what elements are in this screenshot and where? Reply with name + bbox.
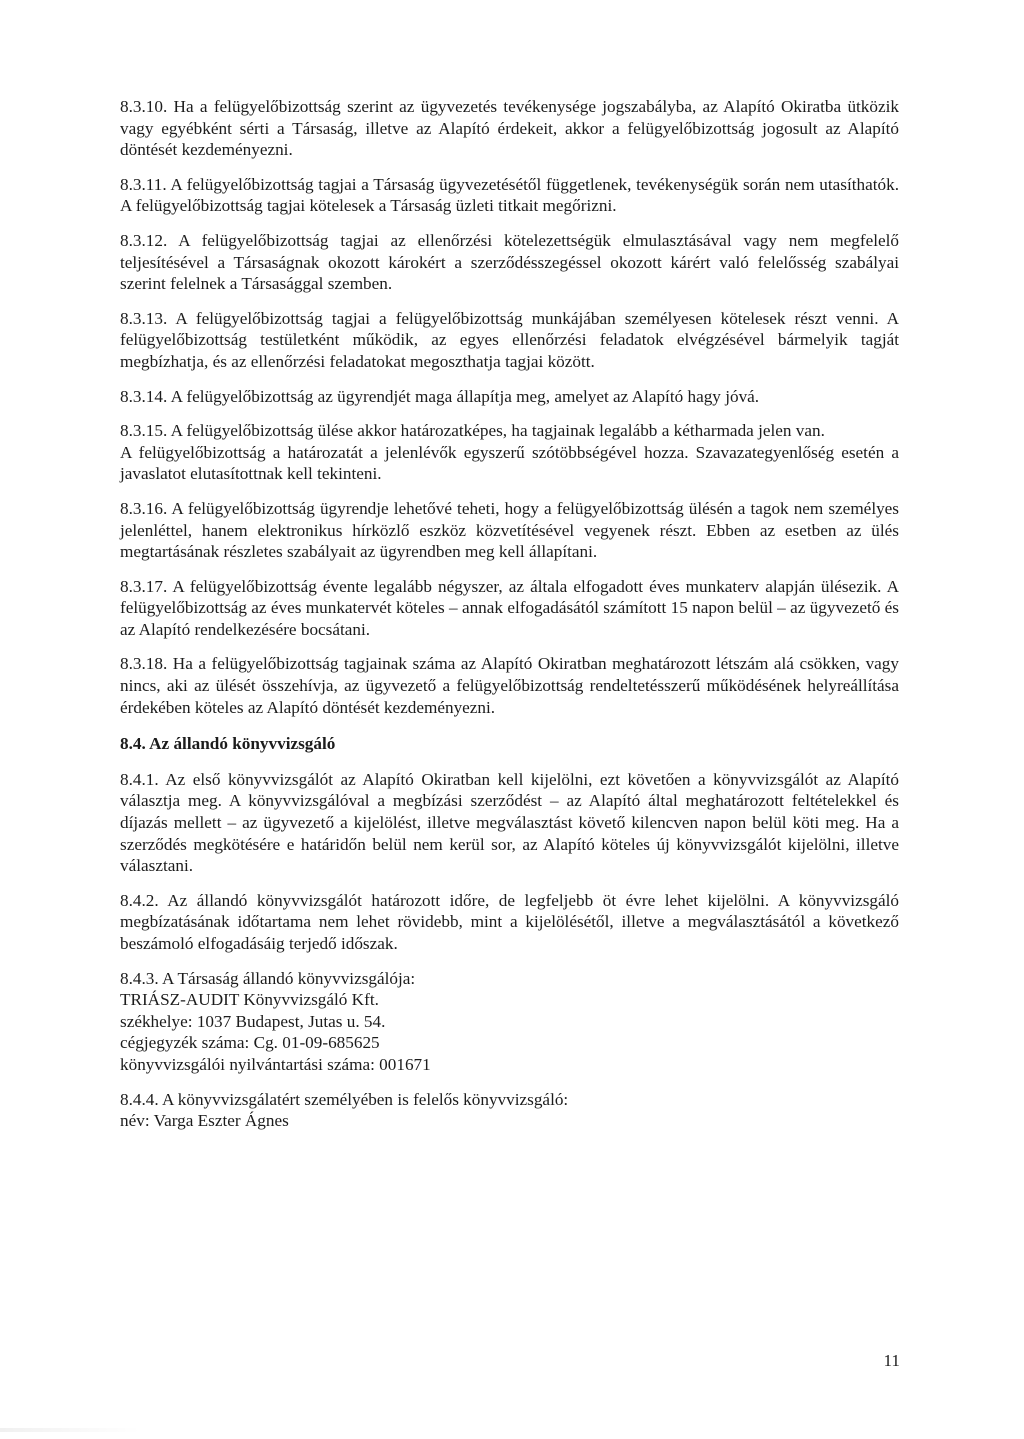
scan-edge-mark bbox=[0, 1428, 140, 1432]
paragraph-8-3-13: 8.3.13. A felügyelőbizottság tagjai a felügyelőbizottság munkájában személyesen kötelesek részt venni. A felügyelőbizottság testületként működik, az egyes ellenőrzési feladatok elvégzésével bármelyik tagját megbízhatja, és az ellenőrzési feladatokat megoszthatja tagjai között. bbox=[120, 308, 899, 371]
paragraph-8-3-14: 8.3.14. A felügyelőbizottság az ügyrendjét maga állapítja meg, amelyet az Alapító hagy jóvá. bbox=[120, 386, 760, 406]
paragraph-8-3-11: 8.3.11. A felügyelőbizottság tagjai a Társaság ügyvezetésétől függetlenek, tevékenységük során nem utasíthatók. A felügyelőbizottság tagjai kötelesek a Társaság üzleti titkait megőrizni. bbox=[120, 174, 899, 216]
paragraph-8-3-12: 8.3.12. A felügyelőbizottság tagjai az ellenőrzési kötelezettségük elmulasztásával vagy nem megfelelő teljesítésével a Társaságnak okozott károkért a szerződésszegéssel okozott kárért való felelősség szabályai szerint felelnek a Társasággal szemben. bbox=[120, 230, 899, 294]
paragraph-8-3-15-line: A felügyelőbizottság a határozatát a jelenlévők egyszerű szótöbbségével hozza. Szavazategyenlőség esetén a javaslatot elutasítottnak kell tekinteni. bbox=[120, 442, 899, 484]
paragraph-8-3-15-line: 8.3.15. A felügyelőbizottság ülése akkor határozatképes, ha tagjainak legalább a kétharmada jelen van. bbox=[120, 421, 825, 441]
page-number: 11 bbox=[883, 1351, 900, 1370]
paragraph-8-3-15 bbox=[120, 420, 899, 485]
auditor-license-number: könyvvizsgálói nyilvántartási száma: 001671 bbox=[120, 1054, 431, 1074]
paragraph-8-4-2: 8.4.2. Az állandó könyvvizsgálót határozott időre, de legfeljebb öt évre lehet kijelölni. A könyvvizsgáló megbízatásának időtartama nem lehet rövidebb, mint a kijelölésétől, illetve a megválasztásától a következő beszámoló elfogadásáig terjedő időszak. bbox=[120, 890, 899, 953]
paragraph-8-3-18: 8.3.18. Ha a felügyelőbizottság tagjainak száma az Alapító Okiratban meghatározott létszám alá csökken, vagy nincs, aki az ülését összehívja, az ügyvezető a felügyelőbizottság rendeltetésszerű működésének helyreállítása érdekében köteles az Alapító döntését kezdeményezni. bbox=[120, 654, 899, 717]
paragraph-8-3-10: 8.3.10. Ha a felügyelőbizottság szerint az ügyvezetés tevékenysége jogszabályba, az Alapító Okiratba ütközik vagy egyébként sérti a Társaság, illetve az Alapító érdekeit, akkor a felügyelőbizottság jogosult az Alapító döntését kezdeményezni. bbox=[120, 97, 899, 160]
section-heading: 8.4. Az állandó könyvvizsgáló bbox=[120, 734, 336, 754]
paragraph-8-4-4 bbox=[120, 1089, 899, 1132]
paragraph-8-4-1: 8.4.1. Az első könyvvizsgálót az Alapító Okiratban kell kijelölni, ezt követően a könyvvizsgálót az Alapító választja meg. A könyvvizsgálóval a megbízási szerződést – az Alapító által meghatározott feltételekkel és díjazás mellett – az ügyvezető a kijelölést, illetve megválasztást követő kilencven napon belül köti meg. Ha a szerződés megkötésére e határidőn belül nem kerül sor, az Alapító köteles új könyvvizsgálót kijelölni, illetve választani. bbox=[120, 769, 899, 876]
responsible-auditor-name: név: Varga Eszter Ágnes bbox=[120, 1111, 289, 1131]
auditor-address: székhelye: 1037 Budapest, Jutas u. 54. bbox=[120, 1011, 386, 1031]
auditor-registration-number: cégjegyzék száma: Cg. 01-09-685625 bbox=[120, 1033, 380, 1053]
responsible-auditor-intro: 8.4.4. A könyvvizsgálatért személyében is felelős könyvvizsgáló: bbox=[120, 1089, 569, 1109]
paragraph-8-3-16: 8.3.16. A felügyelőbizottság ügyrendje lehetővé teheti, hogy a felügyelőbizottság ülésén a tagok nem személyes jelenléttel, hanem elektronikus hírközlő eszköz közvetítésével vegyenek részt. Ebben az esetben az ülés megtartásának részletes szabályait az ügyrendben meg kell állapítani. bbox=[120, 498, 899, 562]
auditor-company-name: TRIÁSZ-AUDIT Könyvvizsgáló Kft. bbox=[120, 990, 379, 1010]
auditor-intro: 8.4.3. A Társaság állandó könyvvizsgálója: bbox=[120, 968, 416, 988]
paragraph-8-3-17: 8.3.17. A felügyelőbizottság évente legalább négyszer, az általa elfogadott éves munkaterv alapján ülésezik. A felügyelőbizottság az éves munkatervét köteles – annak elfogadásától számított 15 napon belül – az ügyvezető és az Alapító rendelkezésére bocsátani. bbox=[120, 576, 899, 639]
paragraph-8-4-3 bbox=[120, 968, 899, 1076]
page-body bbox=[120, 96, 899, 1145]
